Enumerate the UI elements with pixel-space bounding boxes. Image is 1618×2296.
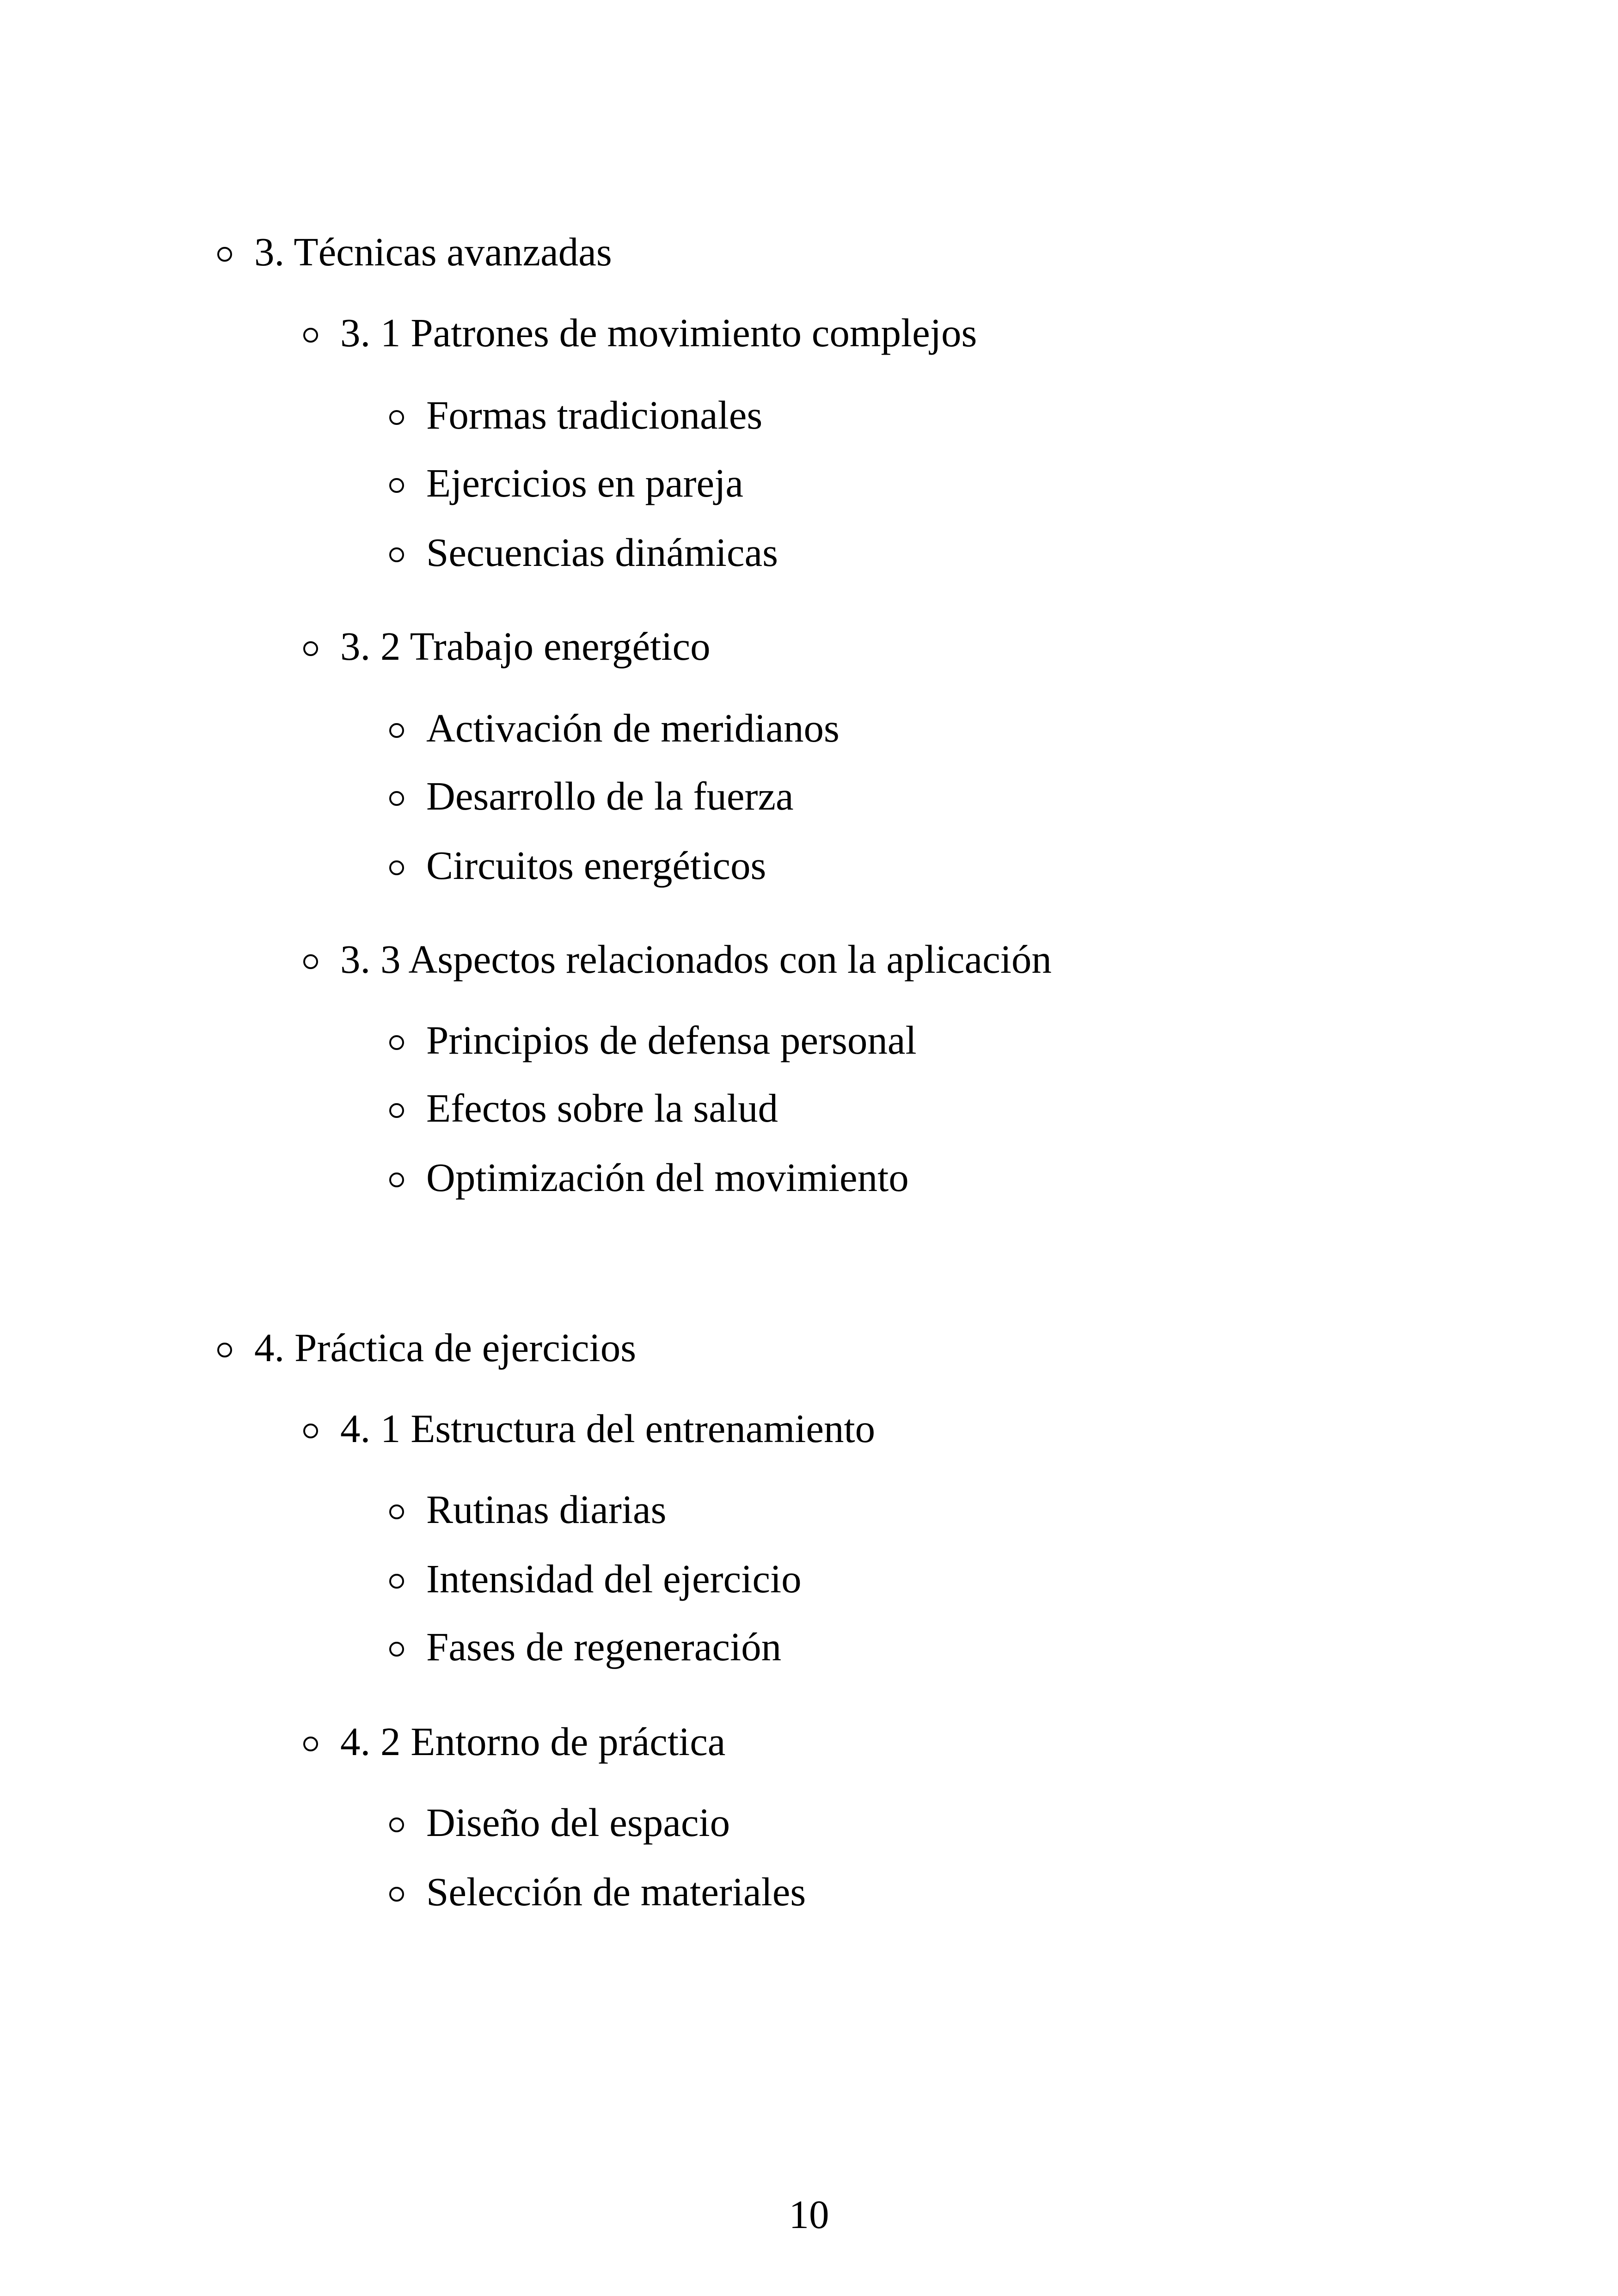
list-item-text: Optimización del movimiento: [426, 1155, 909, 1200]
hollow-circle-bullet-icon: [303, 328, 318, 343]
hollow-circle-bullet-icon: [389, 547, 404, 562]
outline-item-level2: [303, 936, 1052, 982]
list-item-text: Activación de meridianos: [426, 706, 840, 750]
list-item-text: Diseño del espacio: [426, 1800, 730, 1845]
list-item-text: Formas tradicionales: [426, 393, 763, 437]
hollow-circle-bullet-icon: [303, 954, 318, 969]
hollow-circle-bullet-icon: [389, 1504, 404, 1519]
page-number: 10: [789, 2192, 829, 2237]
hollow-circle-bullet-icon: [303, 641, 318, 656]
hollow-circle-bullet-icon: [389, 1574, 404, 1589]
list-item-text: Fases de regeneración: [426, 1624, 782, 1669]
outline-item-level1: [217, 229, 612, 275]
outline-item-level3: [389, 705, 840, 751]
hollow-circle-bullet-icon: [389, 791, 404, 806]
outline-item-level3: [389, 1624, 781, 1670]
outline-item-level1: [217, 1325, 636, 1371]
outline-item-level3: [389, 842, 766, 889]
list-item-text: Desarrollo de la fuerza: [426, 774, 794, 818]
outline-item-level3: [389, 773, 794, 819]
list-item-text: Intensidad del ejercicio: [426, 1556, 802, 1601]
hollow-circle-bullet-icon: [389, 860, 404, 875]
list-item-text: Rutinas diarias: [426, 1487, 667, 1532]
section-title: 4. Práctica de ejercicios: [254, 1325, 637, 1370]
hollow-circle-bullet-icon: [389, 1887, 404, 1902]
hollow-circle-bullet-icon: [389, 723, 404, 738]
list-item-text: Efectos sobre la salud: [426, 1086, 778, 1130]
outline-item-level2: [303, 623, 711, 669]
hollow-circle-bullet-icon: [217, 1343, 232, 1357]
hollow-circle-bullet-icon: [389, 478, 404, 493]
outline-item-level2: [303, 1719, 725, 1765]
outline-item-level3: [389, 460, 743, 506]
subsection-title: 3. 3 Aspectos relacionados con la aplicación: [340, 937, 1052, 982]
hollow-circle-bullet-icon: [389, 1103, 404, 1118]
subsection-title: 4. 2 Entorno de práctica: [340, 1719, 726, 1764]
outline-item-level2: [303, 1406, 875, 1452]
hollow-circle-bullet-icon: [217, 247, 232, 262]
list-item-text: Selección de materiales: [426, 1869, 806, 1914]
outline-item-level3: [389, 1154, 909, 1201]
outline-item-level3: [389, 1486, 667, 1533]
outline-item-level3: [389, 1085, 778, 1131]
hollow-circle-bullet-icon: [389, 1173, 404, 1187]
hollow-circle-bullet-icon: [303, 1737, 318, 1751]
hollow-circle-bullet-icon: [303, 1424, 318, 1438]
outline-item-level3: [389, 392, 762, 438]
list-item-text: Secuencias dinámicas: [426, 530, 778, 575]
list-item-text: Circuitos energéticos: [426, 843, 766, 888]
subsection-title: 4. 1 Estructura del entrenamiento: [340, 1406, 876, 1451]
outline-item-level3: [389, 1556, 802, 1602]
outline-item-level3: [389, 1869, 806, 1915]
list-item-text: Principios de defensa personal: [426, 1018, 917, 1062]
list-item-text: Ejercicios en pareja: [426, 460, 743, 505]
hollow-circle-bullet-icon: [389, 1642, 404, 1657]
subsection-title: 3. 2 Trabajo energético: [340, 624, 711, 669]
outline-item-level2: [303, 310, 977, 356]
outline-item-level3: [389, 529, 778, 576]
outline-item-level3: [389, 1799, 730, 1846]
section-title: 3. Técnicas avanzadas: [254, 229, 612, 274]
hollow-circle-bullet-icon: [389, 1035, 404, 1050]
hollow-circle-bullet-icon: [389, 1817, 404, 1832]
subsection-title: 3. 1 Patrones de movimiento complejos: [340, 310, 977, 355]
outline-item-level3: [389, 1017, 917, 1063]
hollow-circle-bullet-icon: [389, 410, 404, 425]
